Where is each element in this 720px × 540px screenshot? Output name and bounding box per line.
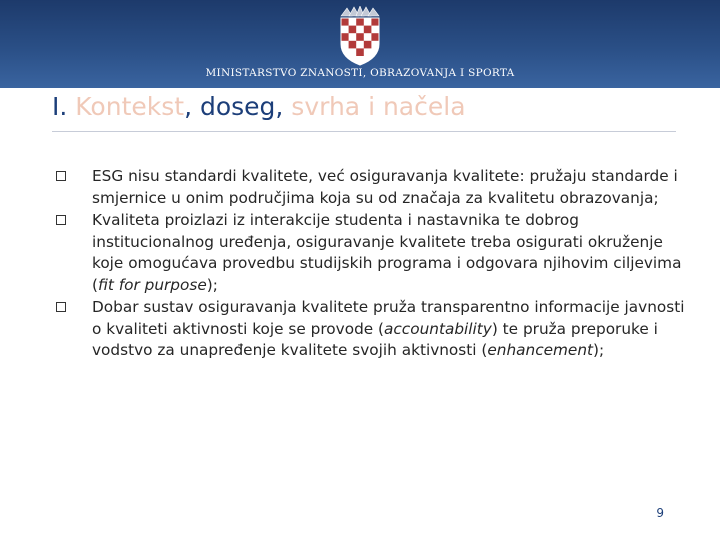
bullet-item-esg	[50, 166, 690, 209]
title-kontekst: Kontekst	[75, 92, 185, 121]
bullet-text: Dobar sustav osiguravanja kvalitete pruža transparentno informacije javnosti o kvaliteti aktivnosti koje se provode (accountability) te pruža preporuke i vodstvo za unapređenje kvalitete svojih aktivnosti (enhancement);	[92, 298, 685, 359]
bullet-text: ESG nisu standardi kvalitete, već osiguravanja kvalitete: pružaju standarde i smjernice u onim područjima koja su od značaja za kvalitetu obrazovanja;	[92, 167, 678, 207]
coat-of-arms-icon	[338, 6, 382, 66]
bullet-item-sustav	[50, 297, 690, 362]
hollow-square-bullet-icon	[56, 302, 66, 312]
ministry-header-banner	[0, 0, 720, 88]
emphasis-fit-for-purpose: fit for purpose	[97, 275, 207, 294]
title-svrha-i-nacela: svrha i načela	[291, 92, 466, 121]
bullet-text: Kvaliteta proizlazi iz interakcije studenta i nastavnika te dobrog institucionalnog uređenja, osiguravanje kvalitete treba osigurati okruženje koje omogućava provedbu studijskih programa i odgovara njihovim ciljevima (fit for purpose);	[92, 211, 682, 294]
hollow-square-bullet-icon	[56, 215, 66, 225]
ministry-name: MINISTARSTVO ZNANOSTI, OBRAZOVANJA I SPORTA	[205, 67, 515, 79]
hollow-square-bullet-icon	[56, 171, 66, 181]
title-divider	[52, 131, 676, 132]
bullet-list	[50, 166, 690, 362]
slide-title	[52, 92, 466, 121]
bullet-item-kvaliteta	[50, 210, 690, 296]
emphasis-accountability: accountability	[384, 319, 492, 338]
page-number: 9	[656, 506, 664, 520]
title-doseg: , doseg,	[184, 92, 292, 121]
emphasis-enhancement: enhancement	[487, 341, 594, 359]
title-numbering: I.	[52, 92, 76, 121]
